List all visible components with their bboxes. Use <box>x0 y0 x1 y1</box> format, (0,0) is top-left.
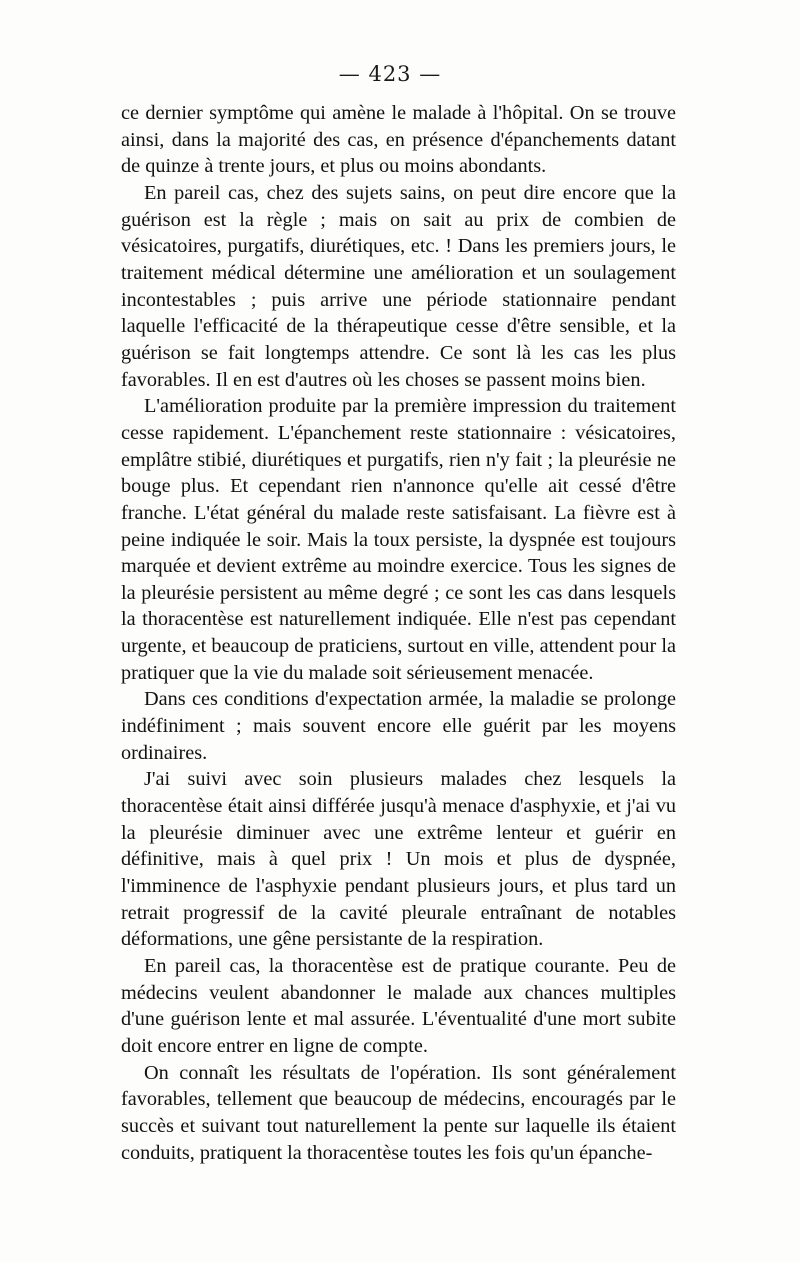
paragraph-4: Dans ces conditions d'expectation armée, la maladie se prolonge indéfiniment ; mais souvent encore elle guérit par les moyens ordinaires. <box>121 688 676 764</box>
page-number: — 423 — <box>338 62 442 86</box>
paragraph-2: En pareil cas, chez des sujets sains, on peut dire encore que la guérison est la règle ; mais on sait au prix de combien de vésicatoires, purgatifs, diurétiques, etc. ! Dans les premiers jours, le traitement médical détermine une amélioration et un soulagement incontestables ; puis arrive une période stationnaire pendant laquelle l'efficacité de la thérapeutique cesse d'être sensible, et la guérison se fait longtemps attendre. Ce sont là les cas les plus favorables. Il en est d'autres où les choses se passent moins bien. <box>121 181 676 391</box>
paragraph-3: L'amélioration produite par la première impression du traitement cesse rapidement. L'épanchement reste stationnaire : vésicatoires, emplâtre stibié, diurétiques et purgatifs, rien n'y fait ; la pleurésie ne bouge plus. Et cependant rien n'annonce qu'elle ait cessé d'être franche. L'état général du malade reste satisfaisant. La fièvre est à peine indiquée le soir. Mais la toux persiste, la dyspnée est toujours marquée et devient extrême au moindre exercice. Tous les signes de la pleurésie persistent au même degré ; ce sont les cas dans lesquels la thoracentèse est naturellement indiquée. Elle n'est pas cependant urgente, et beaucoup de praticiens, surtout en ville, attendent pour la pratiquer que la vie du malade soit sérieusement menacée. <box>121 395 676 684</box>
paragraph-1: ce dernier symptôme qui amène le malade à l'hôpital. On se trouve ainsi, dans la majorité des cas, en présence d'épanchements datant de quinze à trente jours, et plus ou moins abondants. <box>121 102 676 178</box>
paragraph-6: En pareil cas, la thoracentèse est de pratique courante. Peu de médecins veulent abandonner le malade aux chances multiples d'une guérison lente et mal assurée. L'éventualité d'une mort subite doit encore entrer en ligne de compte. <box>121 955 676 1057</box>
paragraph-7: On connaît les résultats de l'opération. Ils sont généralement favorables, tellement que beaucoup de médecins, encouragés par le succès et suivant tout naturellement la pente sur laquelle ils étaient conduits, pratiquent la thoracentèse toutes les fois qu'un épanche- <box>121 1061 676 1164</box>
paragraph-5: J'ai suivi avec soin plusieurs malades chez lesquels la thoracentèse était ainsi différée jusqu'à menace d'asphyxie, et j'ai vu la pleurésie diminuer avec une extrême lenteur et guérir en définitive, mais à quel prix ! Un mois et plus de dyspnée, l'imminence de l'asphyxie pendant plusieurs jours, et plus tard un retrait progressif de la cavité pleurale entraînant de notables déformations, une gêne persistante de la respiration. <box>121 768 676 951</box>
body-text <box>121 100 676 1166</box>
